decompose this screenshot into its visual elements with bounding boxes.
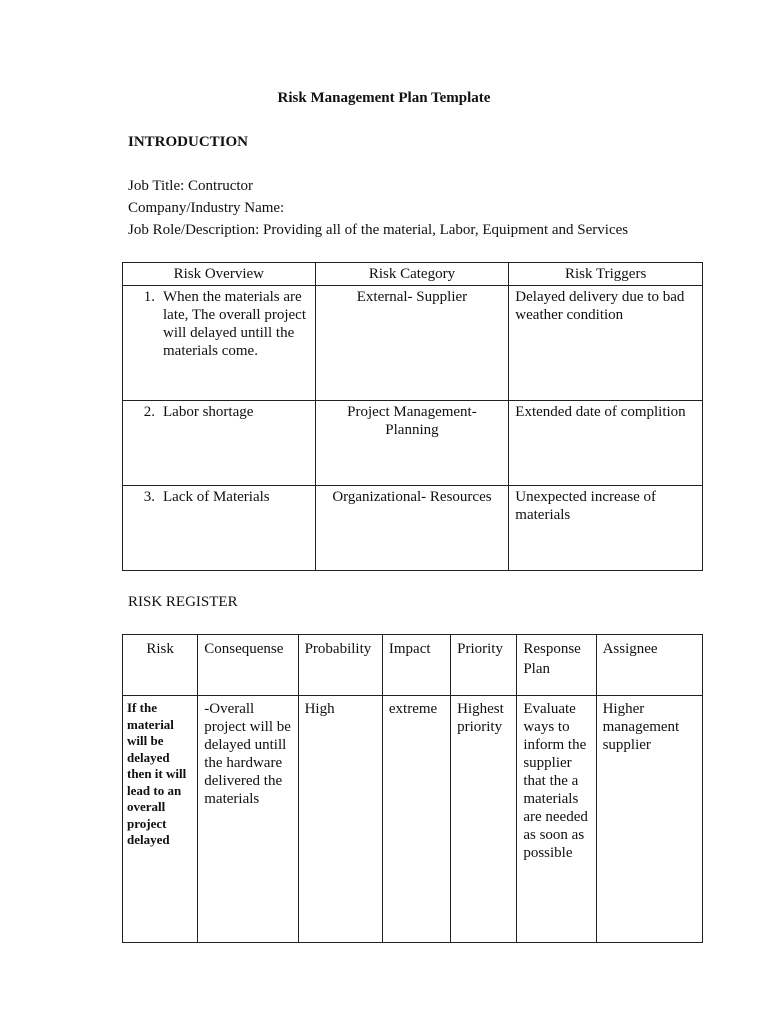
job-role-line: Job Role/Description: Providing all of the material, Labor, Equipment and Services [128, 222, 629, 238]
risk-register-header-row [123, 635, 703, 696]
risk-register-heading: RISK REGISTER [128, 594, 238, 610]
risk-overview-cell [123, 401, 316, 486]
risk-overview-table [122, 262, 703, 571]
header-impact: Impact [382, 635, 450, 696]
risk-category-cell: Organizational- Resources [315, 486, 509, 571]
table-row [123, 401, 703, 486]
introduction-heading: INTRODUCTION [128, 134, 249, 150]
item-number: 1. [143, 289, 155, 305]
company-line: Company/Industry Name: [128, 200, 285, 216]
item-number: 3. [143, 489, 155, 505]
risk-overview-text: Labor shortage [163, 404, 254, 420]
document-title: Risk Management Plan Template [277, 90, 491, 106]
risk-register-table [122, 634, 703, 943]
risk-overview-header-row [123, 263, 703, 286]
risk-overview-cell [123, 286, 316, 401]
header-risk-triggers: Risk Triggers [509, 263, 703, 286]
register-assignee-cell: Higher management supplier [596, 696, 702, 943]
job-title-line: Job Title: Contructor [128, 178, 254, 194]
risk-category-cell: Project Management- Planning [315, 401, 509, 486]
header-response-plan: Response Plan [517, 635, 596, 696]
table-row [123, 486, 703, 571]
table-row [123, 286, 703, 401]
risk-overview-text: Lack of Materials [163, 489, 270, 505]
register-risk-cell: If the material will be delayed then it will lead to an overall project delayed [123, 696, 198, 943]
register-probability-cell: High [298, 696, 382, 943]
risk-category-cell: External- Supplier [315, 286, 509, 401]
item-number: 2. [143, 404, 155, 420]
register-response-plan-cell: Evaluate ways to inform the supplier that the a materials are needed as soon as possible [517, 696, 596, 943]
header-priority: Priority [451, 635, 517, 696]
table-row [123, 696, 703, 943]
register-priority-cell: Highest priority [451, 696, 517, 943]
header-risk-overview: Risk Overview [123, 263, 316, 286]
risk-triggers-cell: Delayed delivery due to bad weather condition [509, 286, 703, 401]
register-consequence-cell: -Overall project will be delayed untill the hardware delivered the materials [198, 696, 298, 943]
header-assignee: Assignee [596, 635, 702, 696]
risk-triggers-cell: Extended date of complition [509, 401, 703, 486]
register-impact-cell: extreme [382, 696, 450, 943]
risk-overview-cell [123, 486, 316, 571]
header-probability: Probability [298, 635, 382, 696]
risk-triggers-cell: Unexpected increase of materials [509, 486, 703, 571]
header-consequence: Consequense [198, 635, 298, 696]
header-risk-category: Risk Category [315, 263, 509, 286]
risk-overview-text: When the materials are late, The overall project will delayed untill the materials come. [163, 289, 306, 359]
header-risk: Risk [123, 635, 198, 696]
